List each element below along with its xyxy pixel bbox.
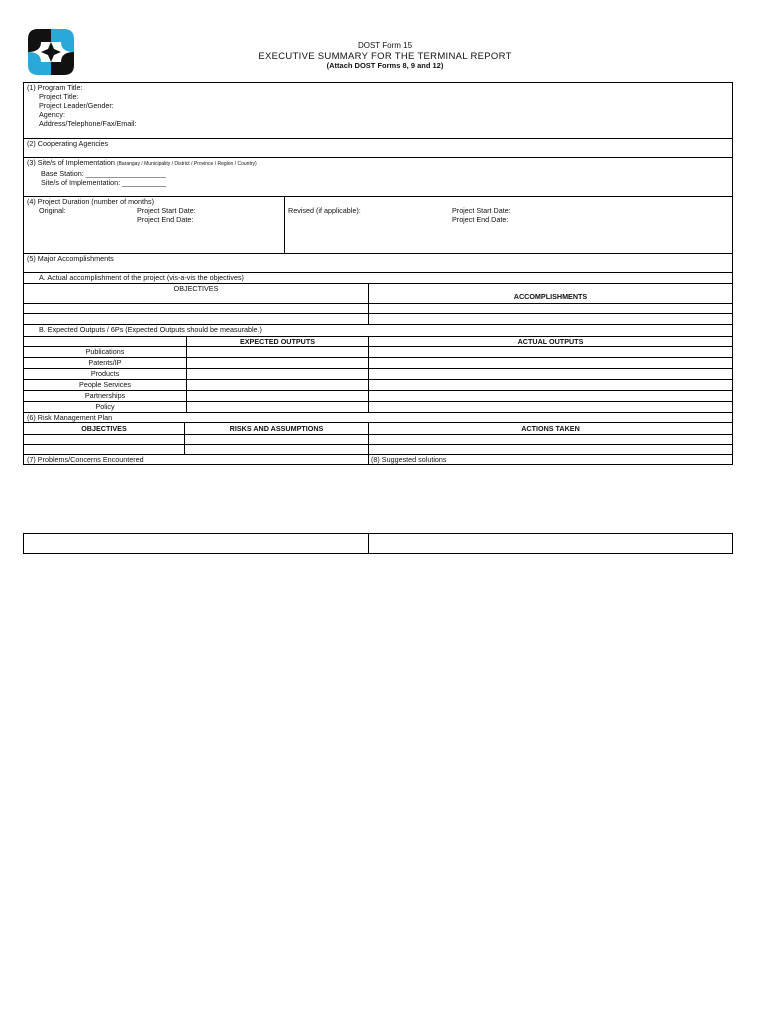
row-products: Products [90, 369, 120, 378]
section-7-8-row [23, 455, 733, 465]
actual-accomplishment-label: A. Actual accomplishment of the project (vis-a-vis the objectives) [39, 273, 244, 282]
risk-management-label: (6) Risk Management Plan [27, 413, 113, 422]
form-subtitle: (Attach DOST Forms 8, 9 and 12) [326, 61, 444, 70]
problems-solutions-box [23, 533, 733, 554]
base-station-label: Base Station: ____________________ [41, 169, 166, 178]
original-end-date-label: Project End Date: [137, 215, 194, 224]
problems-label: (7) Problems/Concerns Encountered [27, 455, 144, 464]
accomplishments-table [23, 284, 733, 325]
major-accomplishments-label: (5) Major Accomplishments [27, 254, 114, 263]
original-label: Original: [39, 206, 66, 215]
objectives-header: OBJECTIVES [173, 284, 219, 293]
row-partnerships: Partnerships [84, 391, 126, 400]
actions-taken-header: ACTIONS TAKEN [521, 424, 580, 433]
site-implementation-label: Site/s of Implementation: ___________ [41, 178, 167, 187]
expected-outputs-label: B. Expected Outputs / 6Ps (Expected Outputs should be measurable.) [39, 325, 262, 334]
address-label: Address/Telephone/Fax/Email: [39, 119, 137, 128]
original-start-date-label: Project Start Date: [137, 206, 196, 215]
revised-label: Revised (if applicable): [288, 206, 361, 215]
risk-table [23, 423, 733, 455]
expected-outputs-header: EXPECTED OUTPUTS [239, 337, 316, 346]
section-5b-heading [23, 325, 733, 337]
project-leader-label: Project Leader/Gender: [39, 101, 114, 110]
program-title-label: (1) Program Title: [27, 83, 83, 92]
sites-note: (Barangay / Municipality / District / Province / Region / Country) [116, 161, 257, 167]
section-2-cooperating-agencies [23, 139, 733, 158]
revised-end-date-label: Project End Date: [452, 215, 509, 224]
form-title: EXECUTIVE SUMMARY FOR THE TERMINAL REPORT [258, 51, 512, 62]
revised-start-date-label: Project Start Date: [452, 206, 511, 215]
section-3-sites [23, 158, 733, 197]
sites-heading [27, 158, 729, 169]
section-6-heading [23, 413, 733, 423]
project-title-label: Project Title: [39, 92, 79, 101]
section-5a-heading [23, 273, 733, 284]
section-4-project-duration [23, 197, 733, 254]
cooperating-agencies-label: (2) Cooperating Agencies [27, 139, 109, 148]
risk-objectives-header: OBJECTIVES [81, 424, 127, 433]
form-number: DOST Form 15 [357, 41, 413, 50]
row-publications: Publications [85, 347, 125, 356]
actual-outputs-header: ACTUAL OUTPUTS [517, 337, 584, 346]
suggested-solutions-label: (8) Suggested solutions [371, 455, 447, 464]
duration-label: (4) Project Duration (number of months) [27, 197, 155, 206]
risks-assumptions-header: RISKS AND ASSUMPTIONS [229, 424, 324, 433]
accomplishments-header: ACCOMPLISHMENTS [513, 292, 588, 301]
outputs-table [23, 337, 733, 413]
agency-label: Agency: [39, 110, 65, 119]
row-policy: Policy [95, 402, 115, 411]
section-1-project-info [23, 82, 733, 139]
row-patents: Patents/IP [88, 358, 122, 367]
row-people-services: People Services [79, 380, 131, 389]
dost-logo [28, 29, 74, 75]
sites-label: (3) Site/s of Implementation [27, 158, 115, 167]
section-5-heading [23, 254, 733, 273]
